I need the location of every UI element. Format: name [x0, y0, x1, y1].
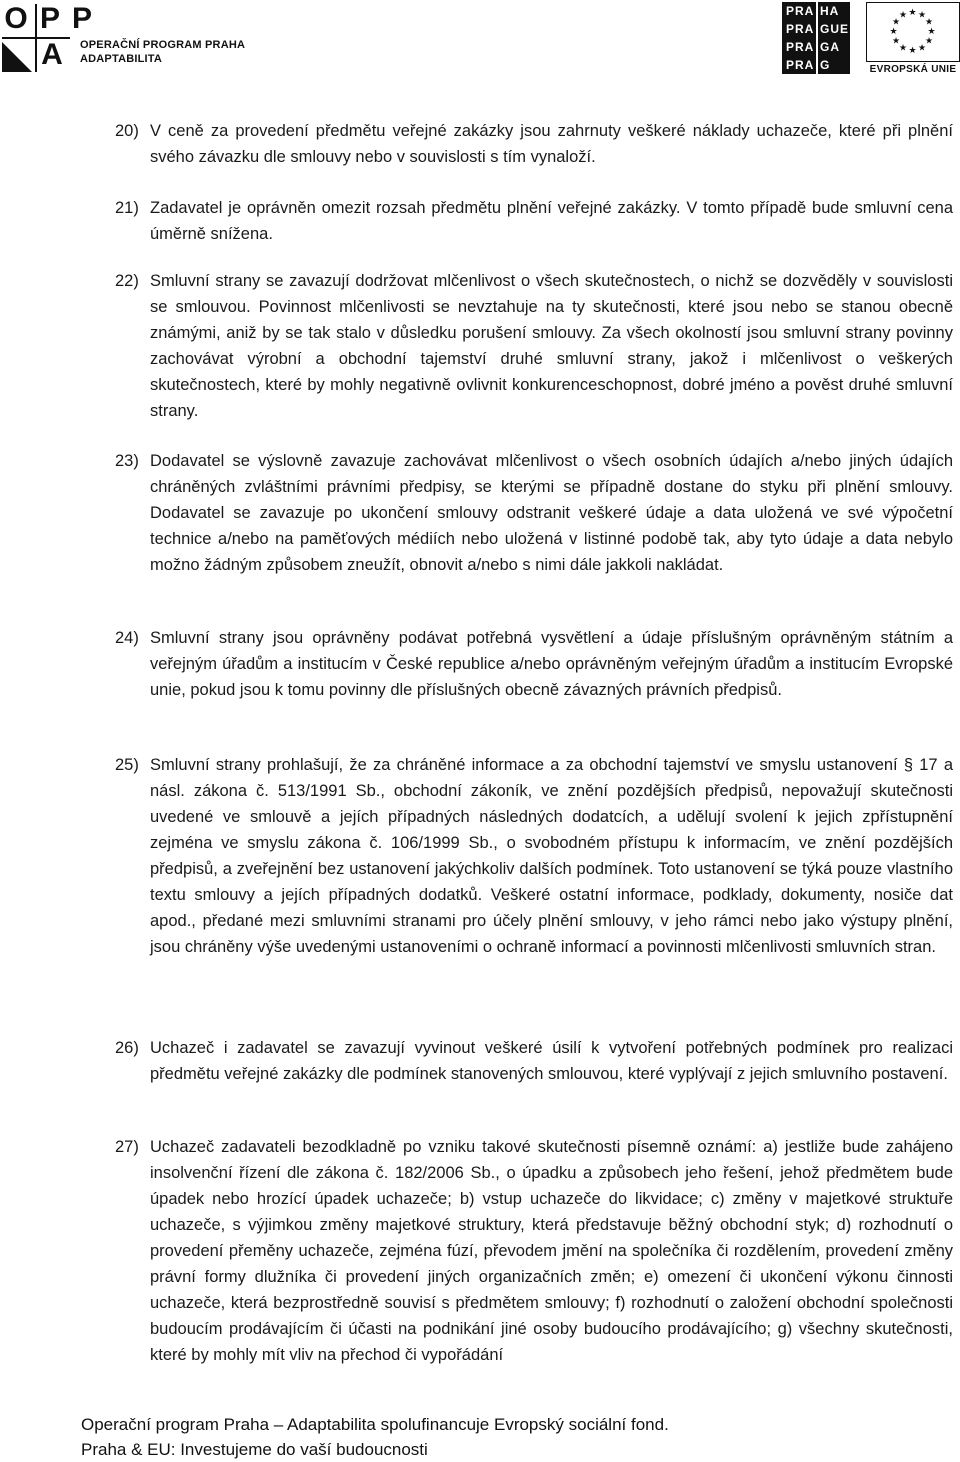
praha-row-right: G: [820, 58, 831, 72]
clause-26: [115, 1035, 953, 1087]
eu-logo: [866, 2, 960, 78]
clause-number: 26): [115, 1039, 139, 1057]
oppa-caption: [80, 38, 245, 66]
praha-logo-row: [782, 38, 850, 56]
svg-text:★: ★: [917, 10, 927, 21]
eu-flag-icon: [866, 2, 960, 62]
clause-text: Uchazeč zadavateli bezodkladně po vzniku takové skutečnosti písemně oznámí: a) jestliže bude zahájeno insolvenční řízení dle zákona č. 182/2006 Sb., o úpadku a způsobech jeho řešení, jehož předmětem bude úpadek nebo hrozící úpadek uchazeče; b) vstup uchazeče do likvidace; c) změny v majetkové struktuře uchazeče, s výjimkou změny majetkové struktury, která představuje běžný obchodní styk; d) rozhodnutí o provedení přeměny uchazeče, zejména fúzí, převodem jmění na společníka či rozdělením, provedení změny právní formy dlužníka či provedení jiných organizačních změn; e) omezení či ukončení výkonu činnosti uchazeče, která bezprostředně souvisí s předmětem smlouvy; f) rozhodnutí o založení obchodní společnosti budoucím prodávajícím či účasti na podnikání jiné osoby budoucího prodávajícího; g) všechny skutečnosti, které by mohly mít vliv na přechod či vypořádání: [150, 1138, 953, 1364]
praha-row-left: PRA: [786, 4, 815, 18]
oppa-letter-p2: P: [71, 2, 92, 35]
clause-text: Uchazeč i zadavatel se zavazují vyvinout veškeré úsilí k vytvoření potřebných podmínek pro realizaci předmětu veřejné zakázky dle podmínek stanovených smlouvou, které vyplývají z jejich smluvního postavení.: [150, 1039, 953, 1083]
page-footer: [81, 1412, 669, 1462]
oppa-caption-line2: ADAPTABILITA: [80, 53, 163, 65]
svg-text:★: ★: [917, 43, 927, 54]
oppa-letter-o: O: [4, 2, 28, 35]
oppa-logo: [0, 2, 250, 74]
svg-text:★: ★: [924, 36, 934, 47]
svg-text:★: ★: [927, 27, 936, 37]
clause-27: [115, 1134, 953, 1368]
clause-number: 20): [115, 122, 139, 140]
clause-text: Smluvní strany jsou oprávněny podávat potřebná vysvětlení a údaje příslušným oprávněným státním a veřejným úřadům a institucím v České republice a/nebo oprávněným veřejným úřadům a institucím Evropské unie, pokud jsou k tomu povinny dle příslušných obecně závazných právních předpisů.: [150, 629, 953, 699]
oppa-letter-a: A: [41, 38, 63, 71]
svg-text:★: ★: [924, 17, 934, 28]
clause-21: [115, 195, 953, 247]
svg-text:★: ★: [898, 10, 908, 21]
praha-row-right: GUE: [820, 22, 850, 36]
svg-text:★: ★: [908, 46, 917, 56]
svg-text:★: ★: [908, 8, 917, 18]
praha-row-left: PRA: [786, 58, 815, 72]
clause-22: [115, 268, 953, 424]
clause-number: 24): [115, 629, 139, 647]
clause-text: Smluvní strany prohlašují, že za chráněné informace a za obchodní tajemství ve smyslu ustanovení § 17 a násl. zákona č. 513/1991 Sb., obchodní zákoník, ve znění pozdějších předpisů, nepovažují skutečnosti uvedené ve smlouvě a jejích případných následných dodatcích, a udělují svolení k jejich zpřístupnění zejména ve smyslu zákona č. 106/1999 Sb., o svobodném přístupu k informacím, ve znění pozdějších předpisů, a zveřejnění bez ustanovení jakýchkoliv dalších podmínek. Toto ustanovení se týká pouze vlastního textu smlouvy a jejích případných dodatků. Veškeré ostatní informace, podklady, dokumenty, nosiče dat apod., předané mezi smluvními stranami pro účely plnění smlouvy, v jeho rámci nebo jako výstupy plnění, jsou chráněny výše uvedenými ustanoveními o ochraně informací a povinnosti mlčenlivosti smluvních stran.: [150, 756, 953, 956]
clause-text: Zadavatel je oprávněn omezit rozsah předmětu plnění veřejné zakázky. V tomto případě bude smluvní cena úměrně snížena.: [150, 199, 953, 243]
page-header: [0, 0, 960, 80]
clause-23: [115, 448, 953, 578]
svg-text:★: ★: [891, 36, 901, 47]
praha-logo-row: [782, 20, 850, 38]
svg-text:★: ★: [889, 27, 898, 37]
clause-number: 21): [115, 199, 139, 217]
eu-caption: EVROPSKÁ UNIE: [869, 64, 957, 75]
clause-number: 22): [115, 272, 139, 290]
oppa-caption-line1: OPERAČNÍ PROGRAM PRAHA: [80, 39, 246, 51]
svg-text:★: ★: [891, 17, 901, 28]
clause-text: V ceně za provedení předmětu veřejné zakázky jsou zahrnuty veškeré náklady uchazeče, které při plnění svého závazku dle smlouvy nebo v souvislosti s tím vynaloží.: [150, 122, 953, 166]
praha-logo: [782, 2, 850, 74]
footer-line1: Operační program Praha – Adaptabilita spolufinancuje Evropský sociální fond.: [81, 1415, 669, 1434]
clause-text: Dodavatel se výslovně zavazuje zachovávat mlčenlivost o všech osobních údajích a/nebo jiných údajích chráněných zvláštními právními předpisy, se kterými se případně dostane do styku při plnění smlouvy. Dodavatel se zavazuje po ukončení smlouvy odstranit veškeré údaje a data uložená ve své výpočetní technice a/nebo na paměťových médiích nebo uložená v listinné podobě tak, aby tyto údaje a data nebylo možno žádným způsobem zneužít, obnovit a/nebo s nimi dále jakkoli nakládat.: [150, 452, 953, 574]
clause-number: 23): [115, 452, 139, 470]
clause-number: 25): [115, 756, 139, 774]
clause-20: [115, 118, 953, 170]
clause-24: [115, 625, 953, 703]
oppa-letter-p1: P: [39, 2, 60, 35]
footer-line2: Praha & EU: Investujeme do vaší budoucnosti: [81, 1440, 428, 1459]
clause-25: [115, 752, 953, 960]
praha-row-right: GA: [820, 40, 840, 54]
clause-number: 27): [115, 1138, 139, 1156]
svg-text:★: ★: [898, 43, 908, 54]
praha-logo-row: [782, 2, 850, 20]
praha-logo-row: [782, 56, 850, 74]
clause-text: Smluvní strany se zavazují dodržovat mlčenlivost o všech skutečnostech, o nichž se dozvěděly v souvislosti se smlouvou. Povinnost mlčenlivosti se nevztahuje na ty skutečnosti, které jsou nebo se stanou obecně známými, aniž by se tak stalo v důsledku porušení smlouvy. Za všech okolností jsou smluvní strany povinny zachovávat výrobní a obchodní tajemství druhé smluvní strany, jakož i mlčenlivost o veškerých skutečnostech, které by mohly negativně ovlivnit konkurenceschopnost, dobré jméno a pověst druhé smluvní strany.: [150, 272, 953, 420]
praha-row-left: PRA: [786, 40, 815, 54]
eu-stars-icon: [867, 3, 958, 60]
praha-row-right: HA: [820, 4, 840, 18]
praha-row-left: PRA: [786, 22, 815, 36]
